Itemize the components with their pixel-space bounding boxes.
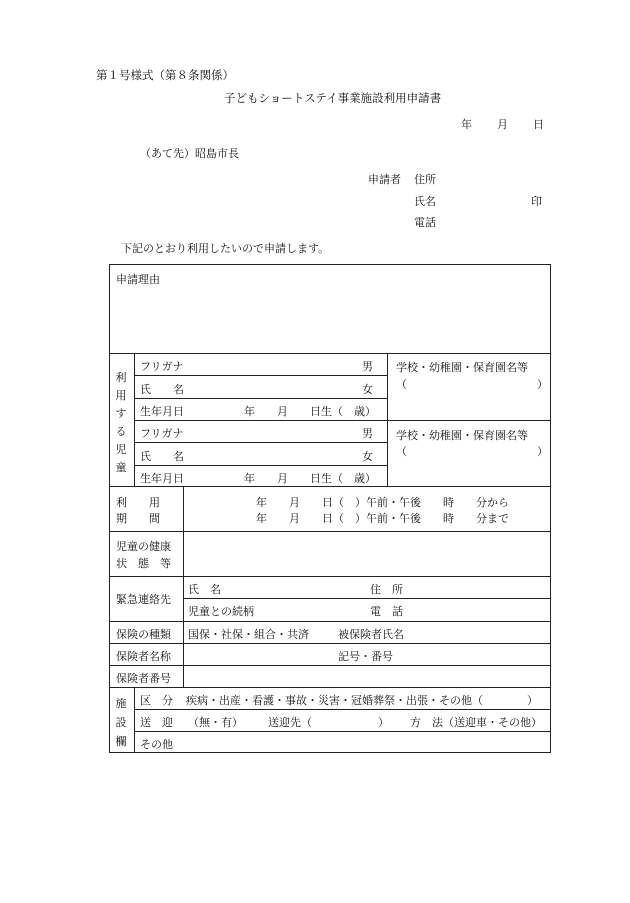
period-end: 年 月 日（ ）午前・午後 時 分まで (256, 512, 509, 525)
child1-name-label: 氏 名 (140, 383, 184, 396)
child1-birth-label: 生年月日 (140, 405, 184, 418)
address-label: 住所 (414, 173, 436, 186)
date-year: 年 (461, 118, 472, 131)
child2-birth-ymd: 年 月 日生（ 歳） (244, 472, 376, 485)
insurer-name-label: 保険者名称 (116, 650, 171, 663)
facility-category-options: 疾病・出産・看護・事故・災害・冠婚葬祭・出張・その他（ ） (186, 694, 538, 707)
seal-label: 印 (531, 195, 542, 208)
child1-school-label: 学校・幼稚園・保育園名等 (396, 361, 528, 374)
addressee: （あて先）昭島市長 (140, 147, 239, 160)
facility-transport-options: （無・有） (188, 716, 243, 729)
symbol-number-label: 記号・番号 (338, 650, 393, 663)
child2-school-paren-close: ） (537, 445, 548, 458)
emergency-name-label: 氏 名 (188, 583, 221, 596)
child2-school-paren-open: （ (396, 445, 407, 458)
child1-female-label: 女 (362, 383, 373, 396)
child2-name-label: 氏 名 (140, 450, 184, 463)
intro-text: 下記のとおり利用したいので申請します。 (121, 242, 330, 255)
child2-birth-label: 生年月日 (140, 472, 184, 485)
health-label-top: 児童の健康 (116, 540, 171, 553)
child1-school-paren-open: （ (396, 378, 407, 391)
child1-school-paren-close: ） (537, 378, 548, 391)
facility-label: 施設欄 (115, 697, 127, 748)
emergency-phone-label: 電 話 (370, 605, 403, 618)
form-number: 第１号様式（第８条関係） (96, 68, 234, 82)
facility-other-label: その他 (140, 738, 173, 751)
insured-name-label: 被保険者氏名 (338, 628, 404, 641)
date-month: 月 (497, 118, 508, 131)
health-label-bottom: 状 態 等 (116, 557, 171, 570)
page-title: 子どもショートステイ事業施設利用申請書 (224, 91, 442, 105)
child2-school-label: 学校・幼稚園・保育園名等 (396, 429, 528, 442)
child2-furigana-label: フリガナ (140, 427, 184, 440)
emergency-relation-label: 児童との続柄 (188, 605, 254, 618)
facility-transport-label: 送 迎 (140, 716, 173, 729)
emergency-label: 緊急連絡先 (116, 593, 171, 606)
phone-label: 電話 (414, 216, 436, 229)
period-label-top: 利 用 (116, 496, 160, 509)
date-day: 日 (533, 118, 544, 131)
emergency-address-label: 住 所 (370, 583, 403, 596)
application-form (109, 264, 551, 753)
period-label-bottom: 期 間 (116, 512, 160, 525)
child-section-label: 利用する児童 (115, 371, 127, 474)
child1-birth-ymd: 年 月 日生（ 歳） (244, 405, 376, 418)
child2-female-label: 女 (362, 450, 373, 463)
applicant-label: 申請者 (368, 173, 401, 186)
period-start: 年 月 日（ ）午前・午後 時 分から (256, 496, 509, 509)
facility-category-label: 区 分 (140, 694, 173, 707)
child2-male-label: 男 (362, 427, 373, 440)
facility-method: 方 法（送迎車・その他） (410, 716, 542, 729)
insurance-type-options: 国保・社保・組合・共済 (188, 628, 309, 641)
reason-label: 申請理由 (116, 273, 160, 286)
insurance-type-label: 保険の種類 (116, 628, 171, 641)
facility-destination: 送迎先（ ） (268, 716, 389, 729)
child1-male-label: 男 (362, 360, 373, 373)
child1-furigana-label: フリガナ (140, 360, 184, 373)
insurer-number-label: 保険者番号 (116, 672, 171, 685)
name-label: 氏名 (414, 195, 436, 208)
